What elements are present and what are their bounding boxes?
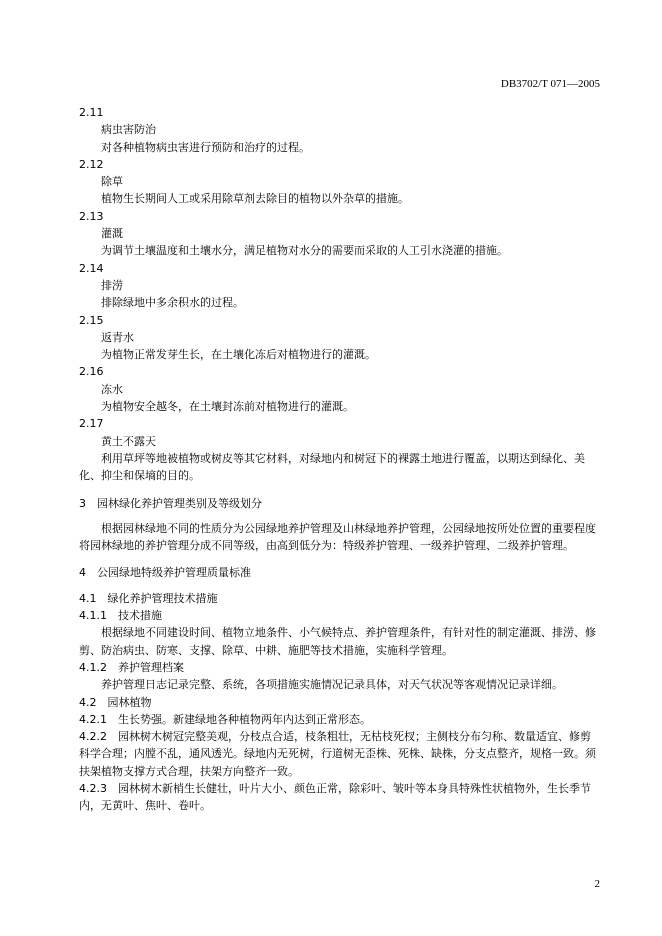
subsection-heading: 4.2 园林植物 [79,695,152,709]
section-heading: 3 园林绿化养护管理类别及等级划分 [79,496,262,510]
term-definition: 为植物正常发芽生长，在土壤化冻后对植物进行的灌溉。 [101,348,376,362]
term-definition: 为调节土壤温度和土壤水分，满足植物对水分的需要而采取的人工引水浇灌的措施。 [101,244,508,258]
document-id: DB3702/T 071—2005 [500,78,600,90]
subsection-heading: 4.1 绿化养护管理技术措施 [79,591,218,605]
subsection-heading: 4.1.1 技术措施 [79,609,162,623]
term-definition: 为植物安全越冬，在土壤封冻前对植物进行的灌溉。 [101,400,354,414]
section-heading: 4 公园绿地特级养护管理质量标准 [79,566,251,580]
term-number: 2.11 [79,106,104,119]
term-number: 2.13 [79,209,104,223]
term-definition: 对各种植物病虫害进行预防和治疗的过程。 [101,140,310,154]
term-definition: 排除绿地中多余积水的过程。 [101,296,244,310]
term-number: 2.16 [79,365,104,379]
page-number: 2 [594,878,600,890]
clause-paragraph: 4.2.2 园林树木树冠完整美观，分枝点合适，枝条粗壮，无枯枝死杈；主侧枝分布匀称、数量适宜、修剪科学合理；内膛不乱，通风透光。绿地内无死树，行道树无歪株、死株、缺株，分支点整齐，规格一致。须扶架植物支撑方式合理，扶架方向整齐一致。 [79,730,596,778]
term-title: 灌溉 [101,227,123,241]
term-number: 2.12 [79,157,104,171]
term-title: 排涝 [101,278,123,292]
term-definition: 利用草坪等地被植物或树皮等其它材料，对绿地内和树冠下的裸露土地进行覆盖，以期达到绿化、美化、抑尘和保墒的目的。 [79,451,585,483]
term-title: 冻水 [101,382,123,396]
term-number: 2.14 [79,261,104,275]
term-title: 除草 [101,175,123,189]
term-title: 返青水 [101,330,134,344]
term-number: 2.17 [79,417,104,431]
term-definition: 植物生长期间人工或采用除草剂去除目的植物以外杂草的措施。 [101,192,409,206]
clause-paragraph: 4.2.3 园林树木新梢生长健壮，叶片大小、颜色正常，除彩叶、皱叶等本身具特殊性状植物外，生长季节内，无黄叶、焦叶、卷叶。 [79,781,591,813]
section-paragraph: 根据园林绿地不同的性质分为公园绿地养护管理及山林绿地养护管理，公园绿地按所处位置的重要程度将园林绿地的养护管理分成不同等级，由高到低分为：特级养护管理、一级养护管理、二级养护管理。 [79,521,596,553]
section-paragraph: 养护管理日志记录完整、系统，各项措施实施情况记录具体，对天气状况等客观情况记录详细。 [101,678,563,692]
clause-paragraph: 4.2.1 生长势强。新建绿地各种植物两年内达到正常形态。 [79,712,371,726]
subsection-heading: 4.1.2 养护管理档案 [79,660,184,674]
term-title: 黄土不露天 [101,434,156,448]
section-paragraph: 根据绿地不同建设时间、植物立地条件、小气候特点、养护管理条件，有针对性的制定灌溉、排涝、修剪、防治病虫、防寒、支撑、除草、中耕、施肥等技术措施，实施科学管理。 [79,626,596,657]
document-body [79,104,599,815]
term-number: 2.15 [79,313,104,327]
term-title: 病虫害防治 [101,123,156,137]
